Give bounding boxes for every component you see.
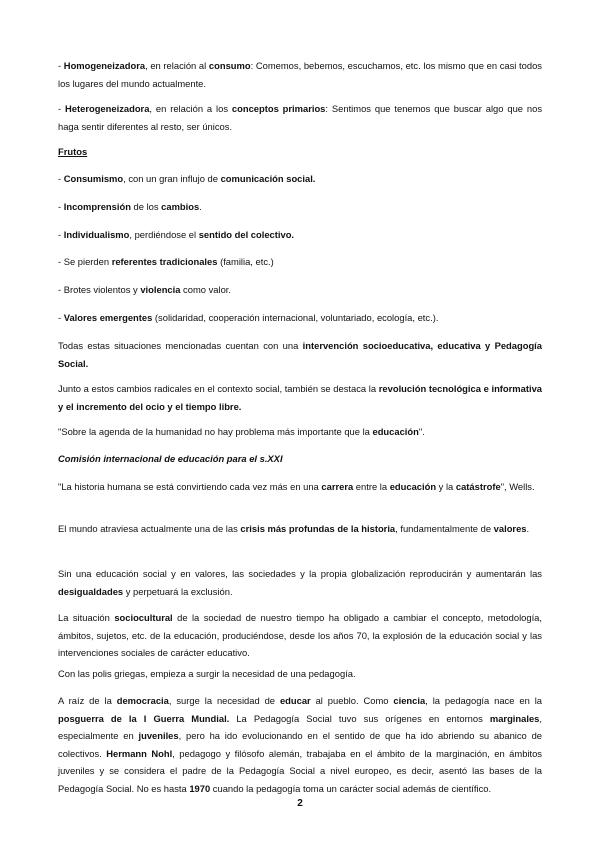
- list-item-consumismo: [58, 170, 542, 188]
- text-run: -: [58, 201, 64, 212]
- bold-term: 1970: [189, 782, 211, 794]
- text-run: ".: [418, 426, 425, 437]
- bold-term: Hermann Nohl: [106, 747, 173, 759]
- para-democracia: [58, 692, 542, 797]
- text-run: y perpetuará la exclusión.: [123, 585, 233, 597]
- para-homogeneizadora: [58, 57, 542, 92]
- text-run: - Se pierden: [58, 256, 112, 267]
- text-run: , pero ha ido evolucionando en el sentido de que ha ido abriendo su abanico de colectivos.: [58, 730, 542, 759]
- text-run: -: [58, 173, 64, 184]
- text-run: -: [58, 312, 64, 323]
- bold-term: educar: [279, 695, 311, 706]
- text-run: "Sobre la agenda de la humanidad no hay problema más importante que la: [58, 426, 373, 437]
- bold-term: Homogeneizadora: [63, 60, 146, 71]
- bold-term: posguerra de la I Guerra Mundial.: [58, 712, 230, 724]
- bold-term: Consumismo: [63, 173, 124, 184]
- text-run: -: [58, 60, 64, 71]
- bold-term: sentido del colectivo.: [198, 229, 295, 240]
- bold-term: desigualdades: [58, 585, 124, 597]
- bold-term: democracia: [116, 695, 169, 706]
- quote-attribution: [58, 450, 542, 468]
- para-heterogeneizadora: [58, 100, 542, 135]
- text-run: A raíz de la: [58, 695, 117, 706]
- text-run: .: [526, 523, 530, 534]
- bold-term: violencia: [140, 284, 181, 295]
- emphasis-text: [58, 453, 283, 464]
- bold-term: educación: [389, 481, 437, 492]
- bold-term: educación: [372, 426, 419, 437]
- text-run: de la sociedad de nuestro tiempo ha obligado a cambiar el concepto, metodología, ámbitos, sujetos, etc. de la educación, produciéndose, desde los años 70, la explosión de la educación social y las intervenciones sociales de carácter educativo.: [58, 612, 543, 658]
- bold-term: conceptos primarios: [231, 103, 326, 114]
- bold-term: carrera: [321, 481, 354, 492]
- text-run: , surge la necesidad de: [168, 695, 280, 706]
- text-run: , la pedagogía nace en la: [425, 695, 543, 706]
- text-run: La situación: [58, 612, 115, 623]
- text-run: ", Wells.: [500, 481, 535, 492]
- list-item-incomprension: [58, 198, 542, 216]
- italic-text: Comisión internacional de educación para el s.XXI: [58, 453, 283, 464]
- bold-term: juveniles: [138, 730, 179, 741]
- bold-term: ciencia: [393, 695, 426, 706]
- text-run: Junto a estos cambios radicales en el contexto social, también se destaca la: [58, 383, 379, 394]
- text-run: La Pedagogía Social tuvo sus orígenes en entornos: [229, 712, 490, 724]
- bold-term: comunicación social.: [220, 173, 316, 184]
- bold-term: crisis más profundas de la historia: [240, 523, 396, 534]
- text-run: : Comemos, bebemos, escuchamos, etc. los mismo que en casi todos los lugares del mundo actualmente.: [58, 60, 542, 89]
- quote-wells: [58, 478, 542, 496]
- para-desigualdades: [58, 565, 542, 600]
- text-run: (familia, etc.): [217, 256, 274, 267]
- bold-term: Valores emergentes: [63, 312, 153, 323]
- text-run: Todas estas situaciones mencionadas cuentan con una: [58, 340, 303, 351]
- text-run: : Sentimos que tenemos que buscar algo que nos haga sentir diferentes al resto, ser únicos.: [58, 103, 543, 132]
- bold-term: sociocultural: [114, 612, 173, 623]
- bold-term: referentes tradicionales: [111, 256, 218, 267]
- text-run: de los: [130, 201, 162, 212]
- list-item-referentes: [58, 253, 542, 271]
- quote-agenda: [58, 423, 542, 441]
- list-item-individualismo: [58, 226, 542, 244]
- section-heading-frutos: Frutos: [58, 146, 88, 157]
- page-number: 2: [297, 798, 303, 809]
- bold-term: Heterogeneizadora: [65, 103, 150, 114]
- text-run: , fundamentalmente de: [395, 523, 494, 534]
- bold-term: Individualismo: [63, 229, 130, 240]
- text-run: "La historia humana se está convirtiendo cada vez más en una: [58, 481, 322, 492]
- text-run: , especialmente en: [58, 712, 542, 741]
- bold-term: consumo: [208, 60, 251, 71]
- para-revolucion-tecnologica: [58, 380, 542, 415]
- text-run: , perdiéndose el: [129, 229, 199, 240]
- bold-term: Incomprensión: [63, 201, 131, 212]
- text-run: , pedagogo y filósofo alemán, trabajaba en el ámbito de la marginación, en ámbitos juveniles y se considera el padre de la Pedagogía Social a nivel europeo, es decir, asentó las bases de la Pedagogía Social. No es hasta: [58, 747, 542, 794]
- text-run: cuando la pedagogía toma un carácter social además de científico.: [210, 782, 492, 794]
- text-run: , con un gran influjo de: [123, 173, 221, 184]
- bold-term: revolución tecnológica e informativa y el incremento del ocio y el tiempo libre.: [58, 383, 543, 412]
- bold-term: marginales: [489, 712, 540, 724]
- para-intervencion: [58, 337, 542, 372]
- para-polis-griegas: [58, 665, 542, 683]
- bold-term: intervención socioeducativa, educativa y Pedagogía Social.: [58, 340, 542, 369]
- text-run: como valor.: [180, 284, 231, 295]
- text-run: -: [58, 103, 66, 114]
- para-crisis: [58, 520, 542, 538]
- text-run: al pueblo. Como: [310, 695, 394, 706]
- text-run: , en relación a los: [149, 103, 232, 114]
- text-run: (solidaridad, cooperación internacional, voluntariado, ecología, etc.).: [152, 312, 439, 323]
- list-item-violencia: [58, 281, 542, 299]
- list-item-valores-emergentes: [58, 309, 542, 327]
- text-run: y la: [436, 481, 456, 492]
- text-run: Con las polis griegas, empieza a surgir la necesidad de una pedagogía.: [58, 668, 356, 679]
- text-run: entre la: [353, 481, 390, 492]
- text-run: .: [199, 201, 202, 212]
- bold-term: catástrofe: [455, 481, 501, 492]
- text-run: - Brotes violentos y: [58, 284, 141, 295]
- para-sociocultural: [58, 609, 542, 662]
- text-run: -: [58, 229, 64, 240]
- text-run: Sin una educación social y en valores, las sociedades y la propia globalización reproducirán y aumentarán las: [58, 568, 542, 579]
- bold-term: cambios: [161, 201, 200, 212]
- text-run: , en relación al: [145, 60, 209, 71]
- text-run: El mundo atraviesa actualmente una de las: [58, 523, 241, 534]
- bold-term: valores: [493, 523, 527, 534]
